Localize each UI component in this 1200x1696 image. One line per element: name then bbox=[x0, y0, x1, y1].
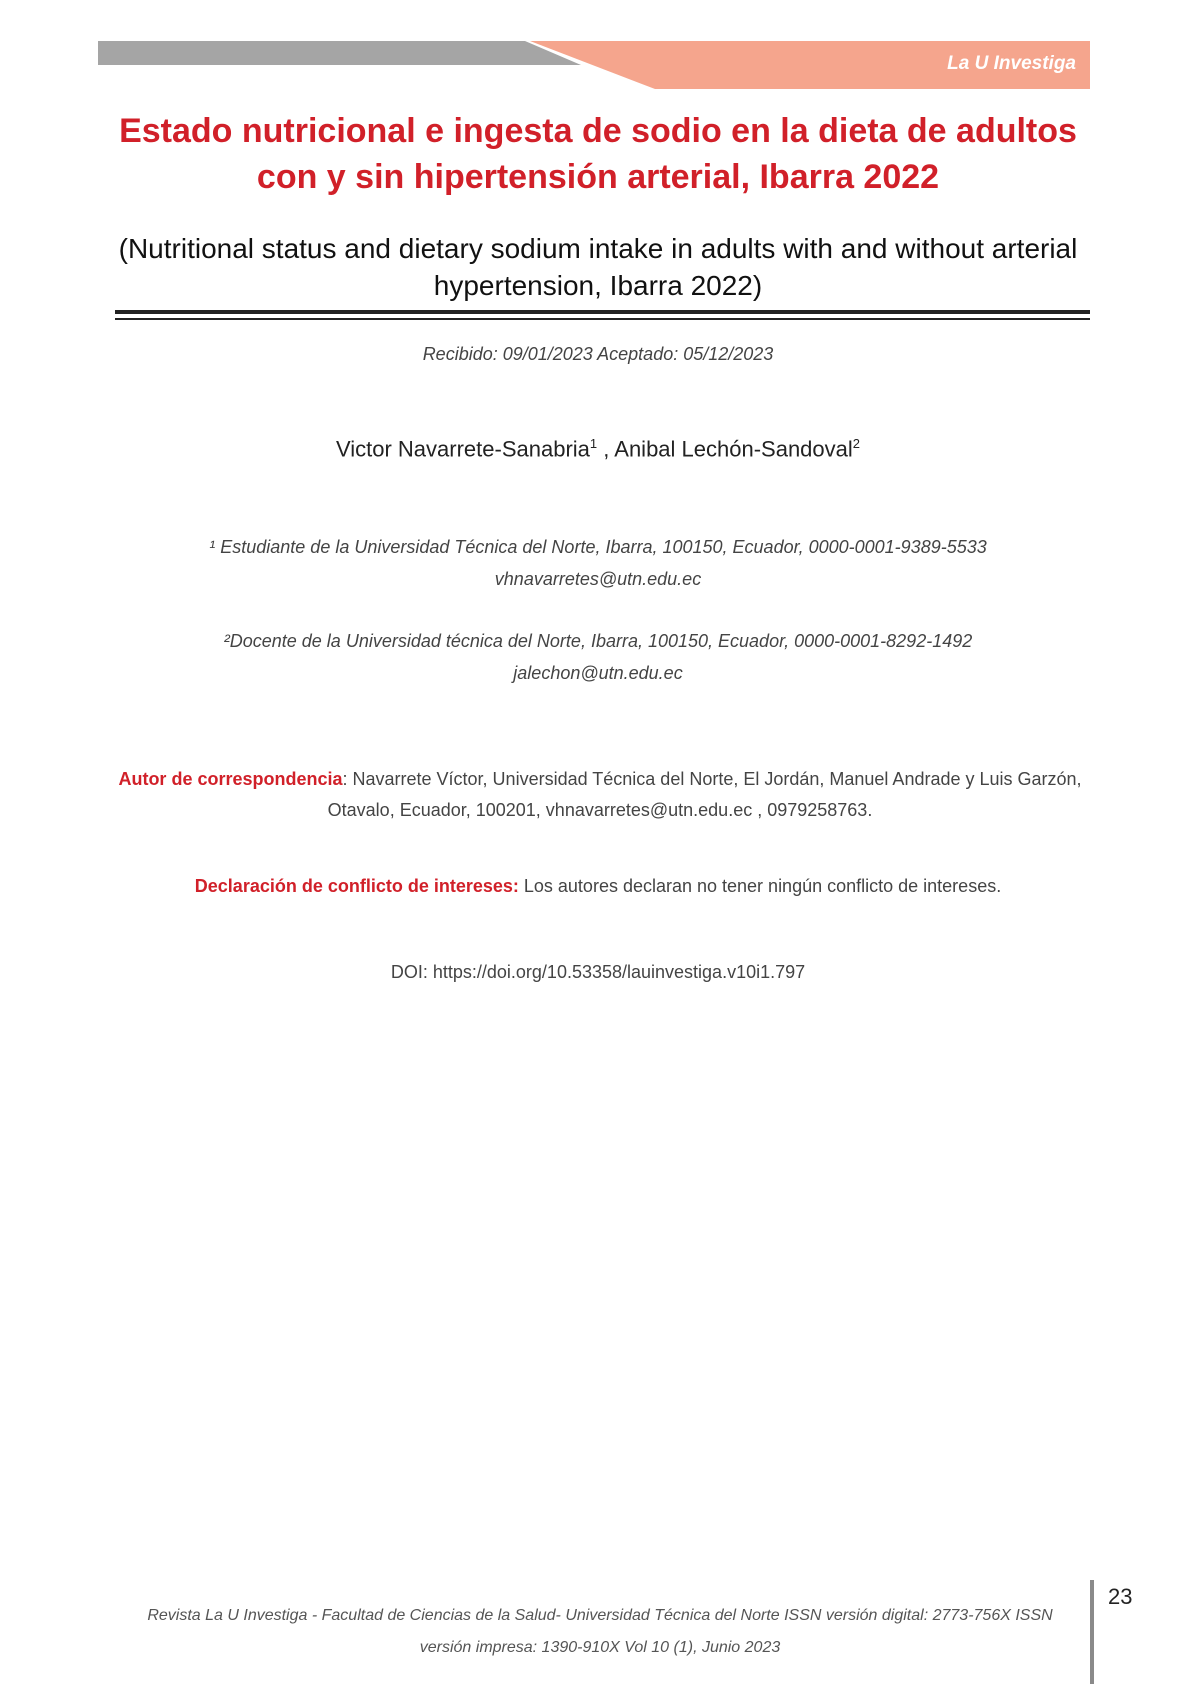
author-name: Victor Navarrete-Sanabria bbox=[335, 436, 590, 462]
title-divider-thin bbox=[115, 318, 1090, 320]
article-title: Estado nutricional e ingesta de sodio en la dieta de adultos con y sin hipertensión arterial, Ibarra 2022 bbox=[119, 112, 1077, 196]
footer-line-1: Revista La U Investiga - Facultad de Ciencias de la Salud- Universidad Técnica del Norte ISSN versión digital: 2773-756X ISSN bbox=[147, 1607, 1053, 1624]
affiliation-email-link[interactable]: vhnavarretes@utn.edu.ec bbox=[494, 569, 702, 589]
journal-tag: La U Investiga bbox=[947, 53, 1076, 74]
affiliation-text: ¹ Estudiante de la Universidad Técnica del Norte, Ibarra, 100150, Ecuador, 0000-0001-9389-5533 bbox=[209, 537, 987, 557]
doi-link[interactable]: DOI: https://doi.org/10.53358/lauinvestiga.v10i1.797 bbox=[390, 962, 806, 982]
article-subtitle-english: (Nutritional status and dietary sodium intake in adults with and without arterial hypertension, Ibarra 2022) bbox=[118, 233, 1078, 301]
journal-footer bbox=[110, 1600, 1090, 1664]
author-affiliation-number: 2 bbox=[852, 436, 861, 451]
correspondence-text: : Navarrete Víctor, Universidad Técnica del Norte, El Jordán, Manuel Andrade y Luis Garzón, Otavalo, Ecuador, 100201, vhnavarretes@utn.edu.ec , 0979258763. bbox=[327, 769, 1082, 820]
conflict-text: Los autores declaran no tener ningún conflicto de intereses. bbox=[518, 876, 1002, 896]
affiliation-2 bbox=[98, 625, 1098, 689]
correspondence-label: Autor de correspondencia bbox=[118, 769, 343, 789]
affiliation-1 bbox=[98, 531, 1098, 595]
page-number: 23 bbox=[1108, 1584, 1133, 1609]
author-name: Anibal Lechón-Sandoval bbox=[614, 436, 853, 462]
author-affiliation-number: 1 bbox=[589, 436, 598, 451]
author-list bbox=[98, 436, 1098, 462]
title-divider-thick bbox=[115, 310, 1090, 314]
conflict-of-interest-statement bbox=[98, 876, 1098, 897]
page-number-divider bbox=[1090, 1580, 1094, 1684]
affiliation-text: ²Docente de la Universidad técnica del Norte, Ibarra, 100150, Ecuador, 0000-0001-8292-1492 bbox=[223, 631, 973, 651]
received-accepted-dates: Recibido: 09/01/2023 Aceptado: 05/12/2023 bbox=[422, 344, 774, 364]
correspondence-paragraph bbox=[110, 764, 1090, 826]
conflict-label: Declaración de conflicto de intereses: bbox=[194, 876, 519, 896]
footer-line-2: versión impresa: 1390-910X Vol 10 (1), Junio 2023 bbox=[419, 1639, 781, 1656]
journal-header-band bbox=[98, 41, 1090, 89]
affiliation-email-link[interactable]: jalechon@utn.edu.ec bbox=[513, 663, 683, 683]
header-band-shapes bbox=[98, 41, 1090, 89]
author-separator: , bbox=[597, 436, 615, 462]
